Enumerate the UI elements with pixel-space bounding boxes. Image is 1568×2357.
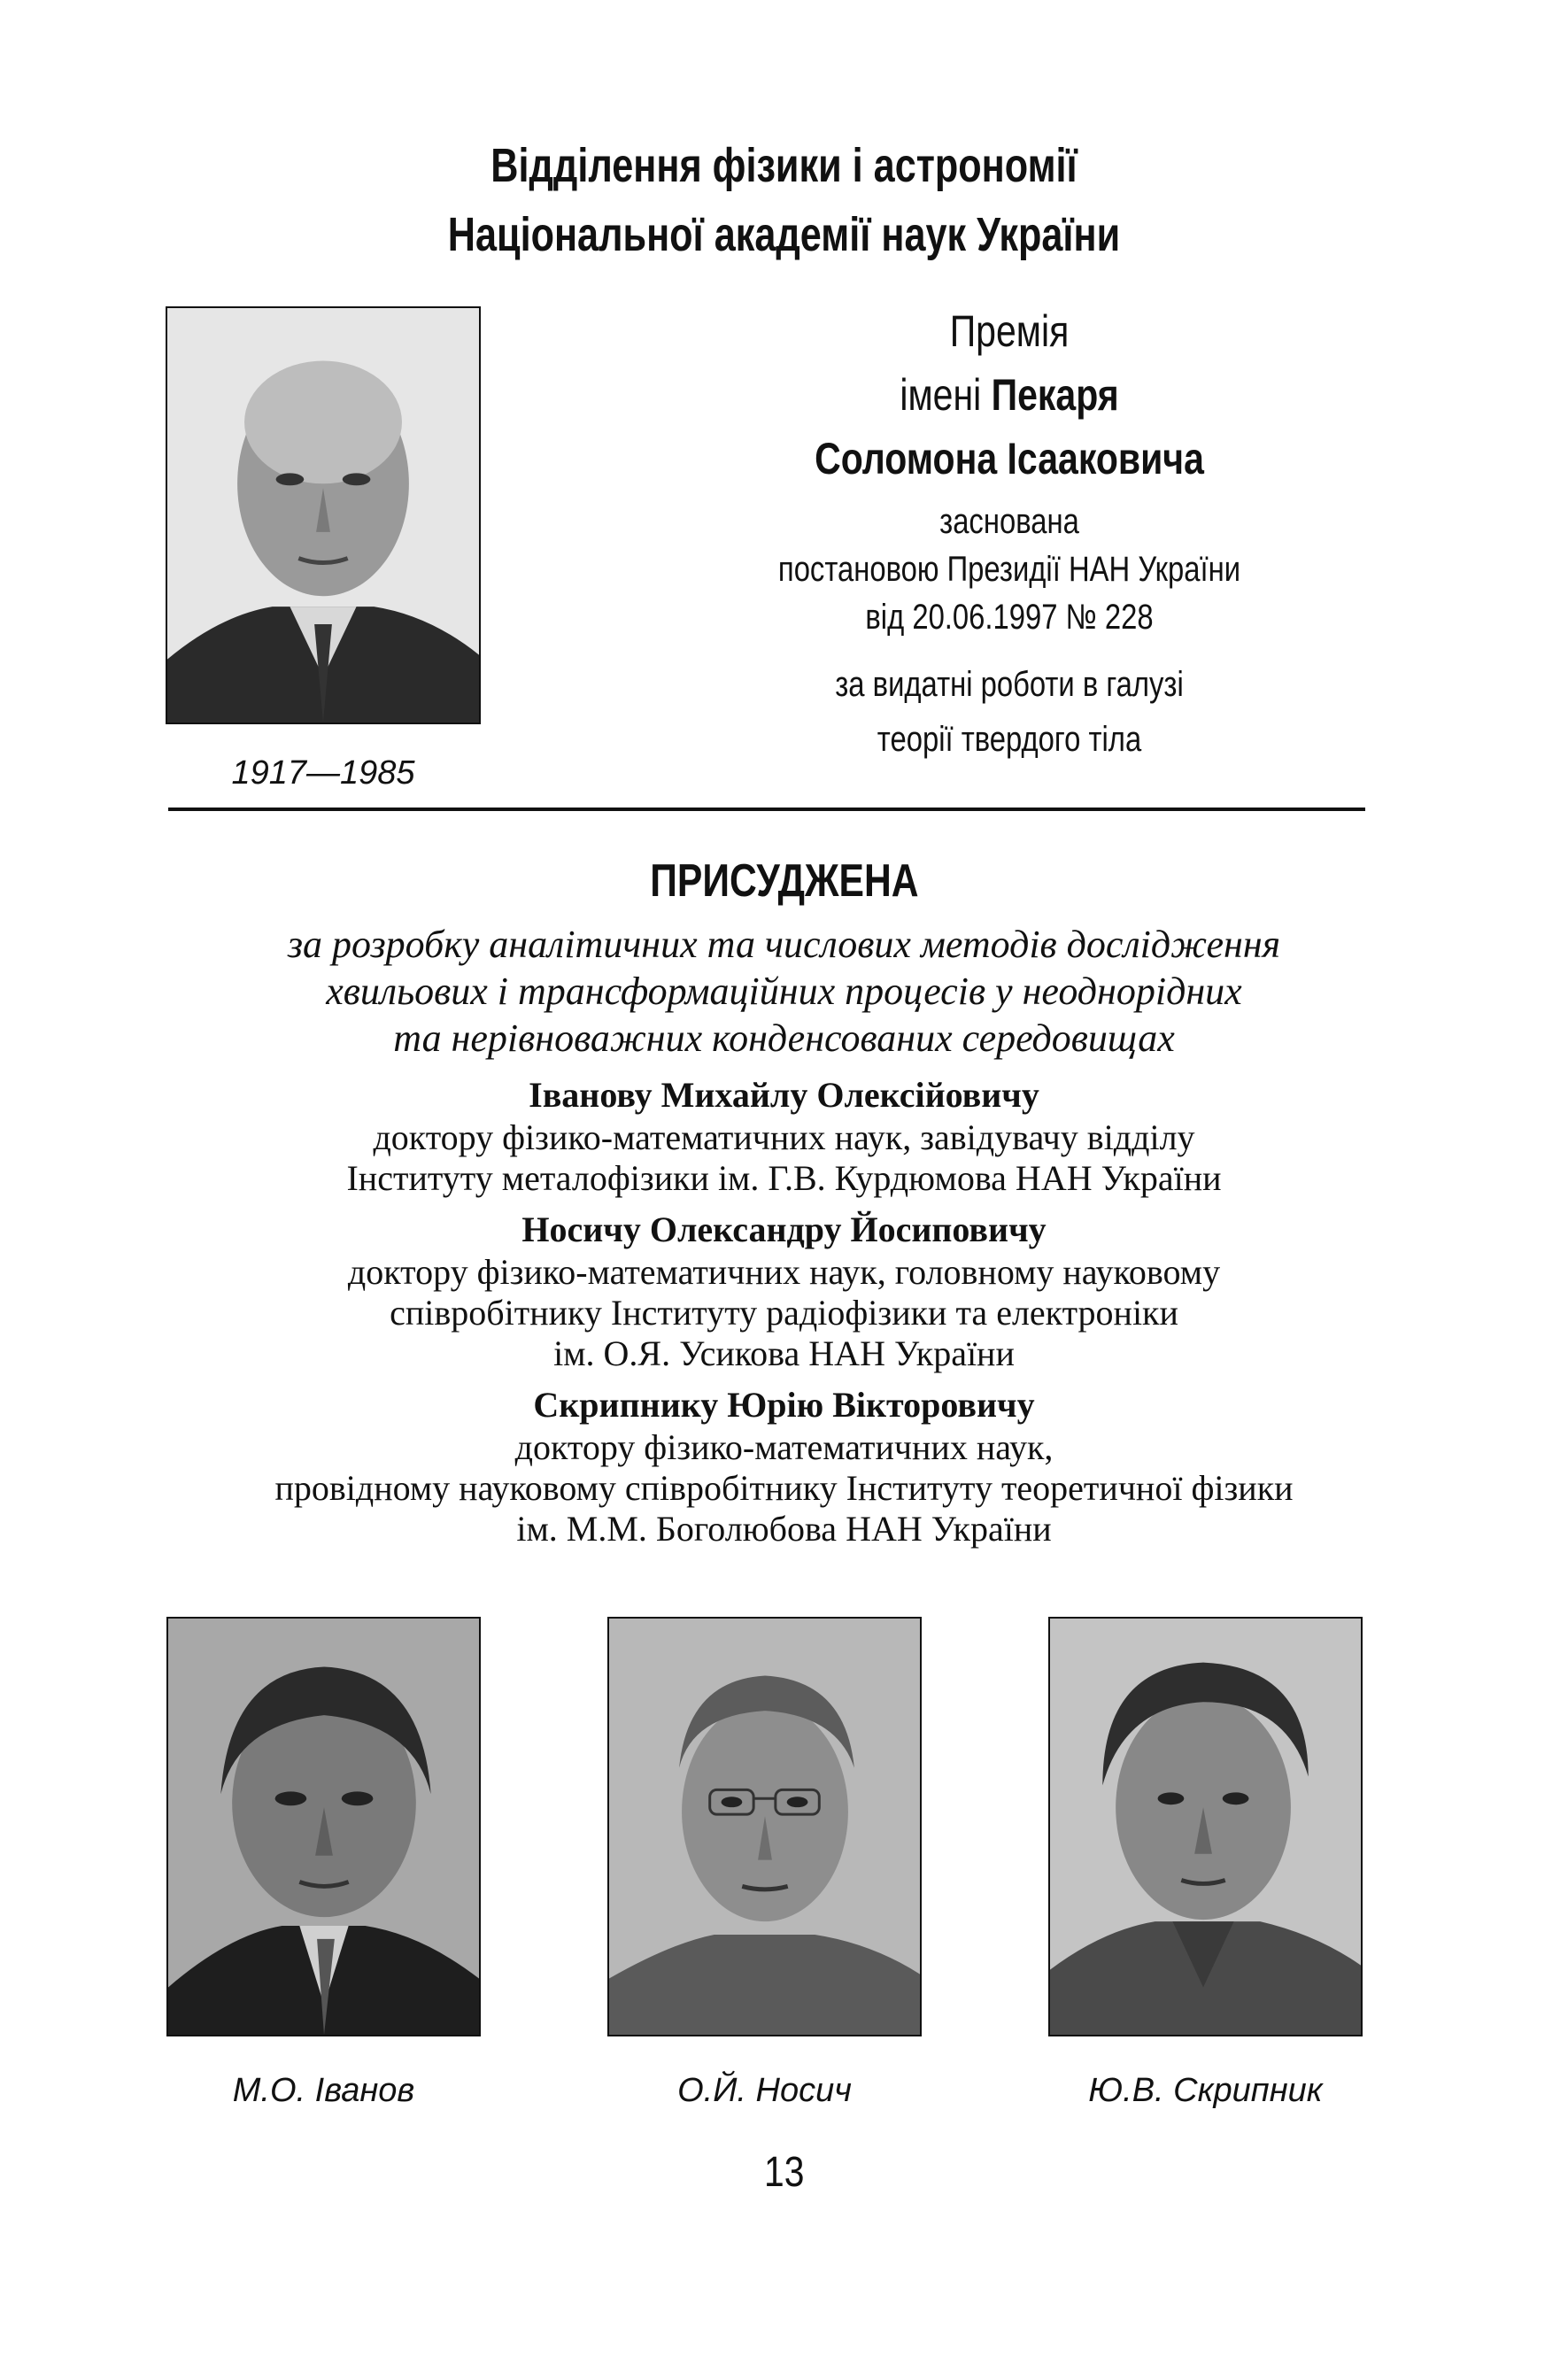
prize-line-6: від 20.06.1997 № 228 [865,598,1154,637]
laureate-name: Носичу Олександру Йосиповичу [521,1209,1047,1249]
reason-line: хвильових і трансформаційних процесів у неоднорідних [326,970,1242,1013]
laureate-desc: співробітнику Інституту радіофізики та електроніки [390,1293,1178,1333]
header-line-1: Відділення фізики і астрономії [490,139,1078,192]
prize-line-2-prefix: імені [900,370,992,420]
prize-line-7: за видатні роботи в галузі [835,665,1184,704]
awarded-heading-text: ПРИСУДЖЕНА [649,855,919,907]
prize-line-4: заснована [939,502,1079,541]
laureate [0,1383,1568,1549]
caption-skrypnyk: Ю.В. Скрипник [1088,2072,1323,2109]
laureates-list [0,1073,1568,1549]
laureate [0,1073,1568,1199]
prize-line-5: постановою Президії НАН України [777,550,1241,589]
photo-ivanov [166,1617,481,2036]
prize-line-1: Премія [949,306,1070,356]
page-number-text: 13 [763,2149,805,2196]
prize-line-8: теорії твердого тіла [877,720,1142,759]
caption-nosych: О.Й. Носич [677,2072,852,2109]
awarded-heading [0,854,1568,908]
photo-skrypnyk [1048,1617,1363,2036]
laureate-name: Іванову Михайлу Олексійовичу [529,1075,1039,1115]
prize-line-2-name: Пекаря [991,370,1119,420]
reason-line: за розробку аналітичних та числових методів дослідження [287,923,1281,966]
laureate-desc: доктору фізико-математичних наук, завідувачу відділу [373,1117,1195,1157]
prize-line-3: Соломона Ісааковича [815,434,1204,483]
laureate-desc: доктору фізико-математичних наук, головному науковому [347,1252,1221,1292]
section-header [0,131,1568,269]
photo-nosych [607,1617,922,2036]
portrait-pekar [166,306,481,724]
prize-line-2 [712,363,1307,427]
header-line-2: Національної академії наук України [447,208,1121,261]
laureate-name: Скрипнику Юрію Вікторовичу [533,1385,1035,1425]
page-number [0,2148,1568,2197]
award-reason [0,921,1568,1062]
laureate-desc: ім. О.Я. Усикова НАН України [553,1333,1015,1373]
laureate-desc: Інституту металофізики ім. Г.В. Курдюмова НАН України [346,1158,1222,1198]
divider [168,808,1365,811]
prize-block [646,299,1372,767]
laureate-desc: ім. М.М. Боголюбова НАН України [516,1509,1052,1549]
portrait-years: 1917—1985 [231,754,415,792]
caption-ivanov: М.О. Іванов [232,2072,415,2109]
laureate-desc: доктору фізико-математичних наук, [514,1427,1054,1467]
reason-line: та нерівноважних конденсованих середовищах [393,1016,1175,1060]
laureate-desc: провідному науковому співробітнику Інституту теоретичної фізики [274,1468,1294,1508]
laureate [0,1208,1568,1374]
